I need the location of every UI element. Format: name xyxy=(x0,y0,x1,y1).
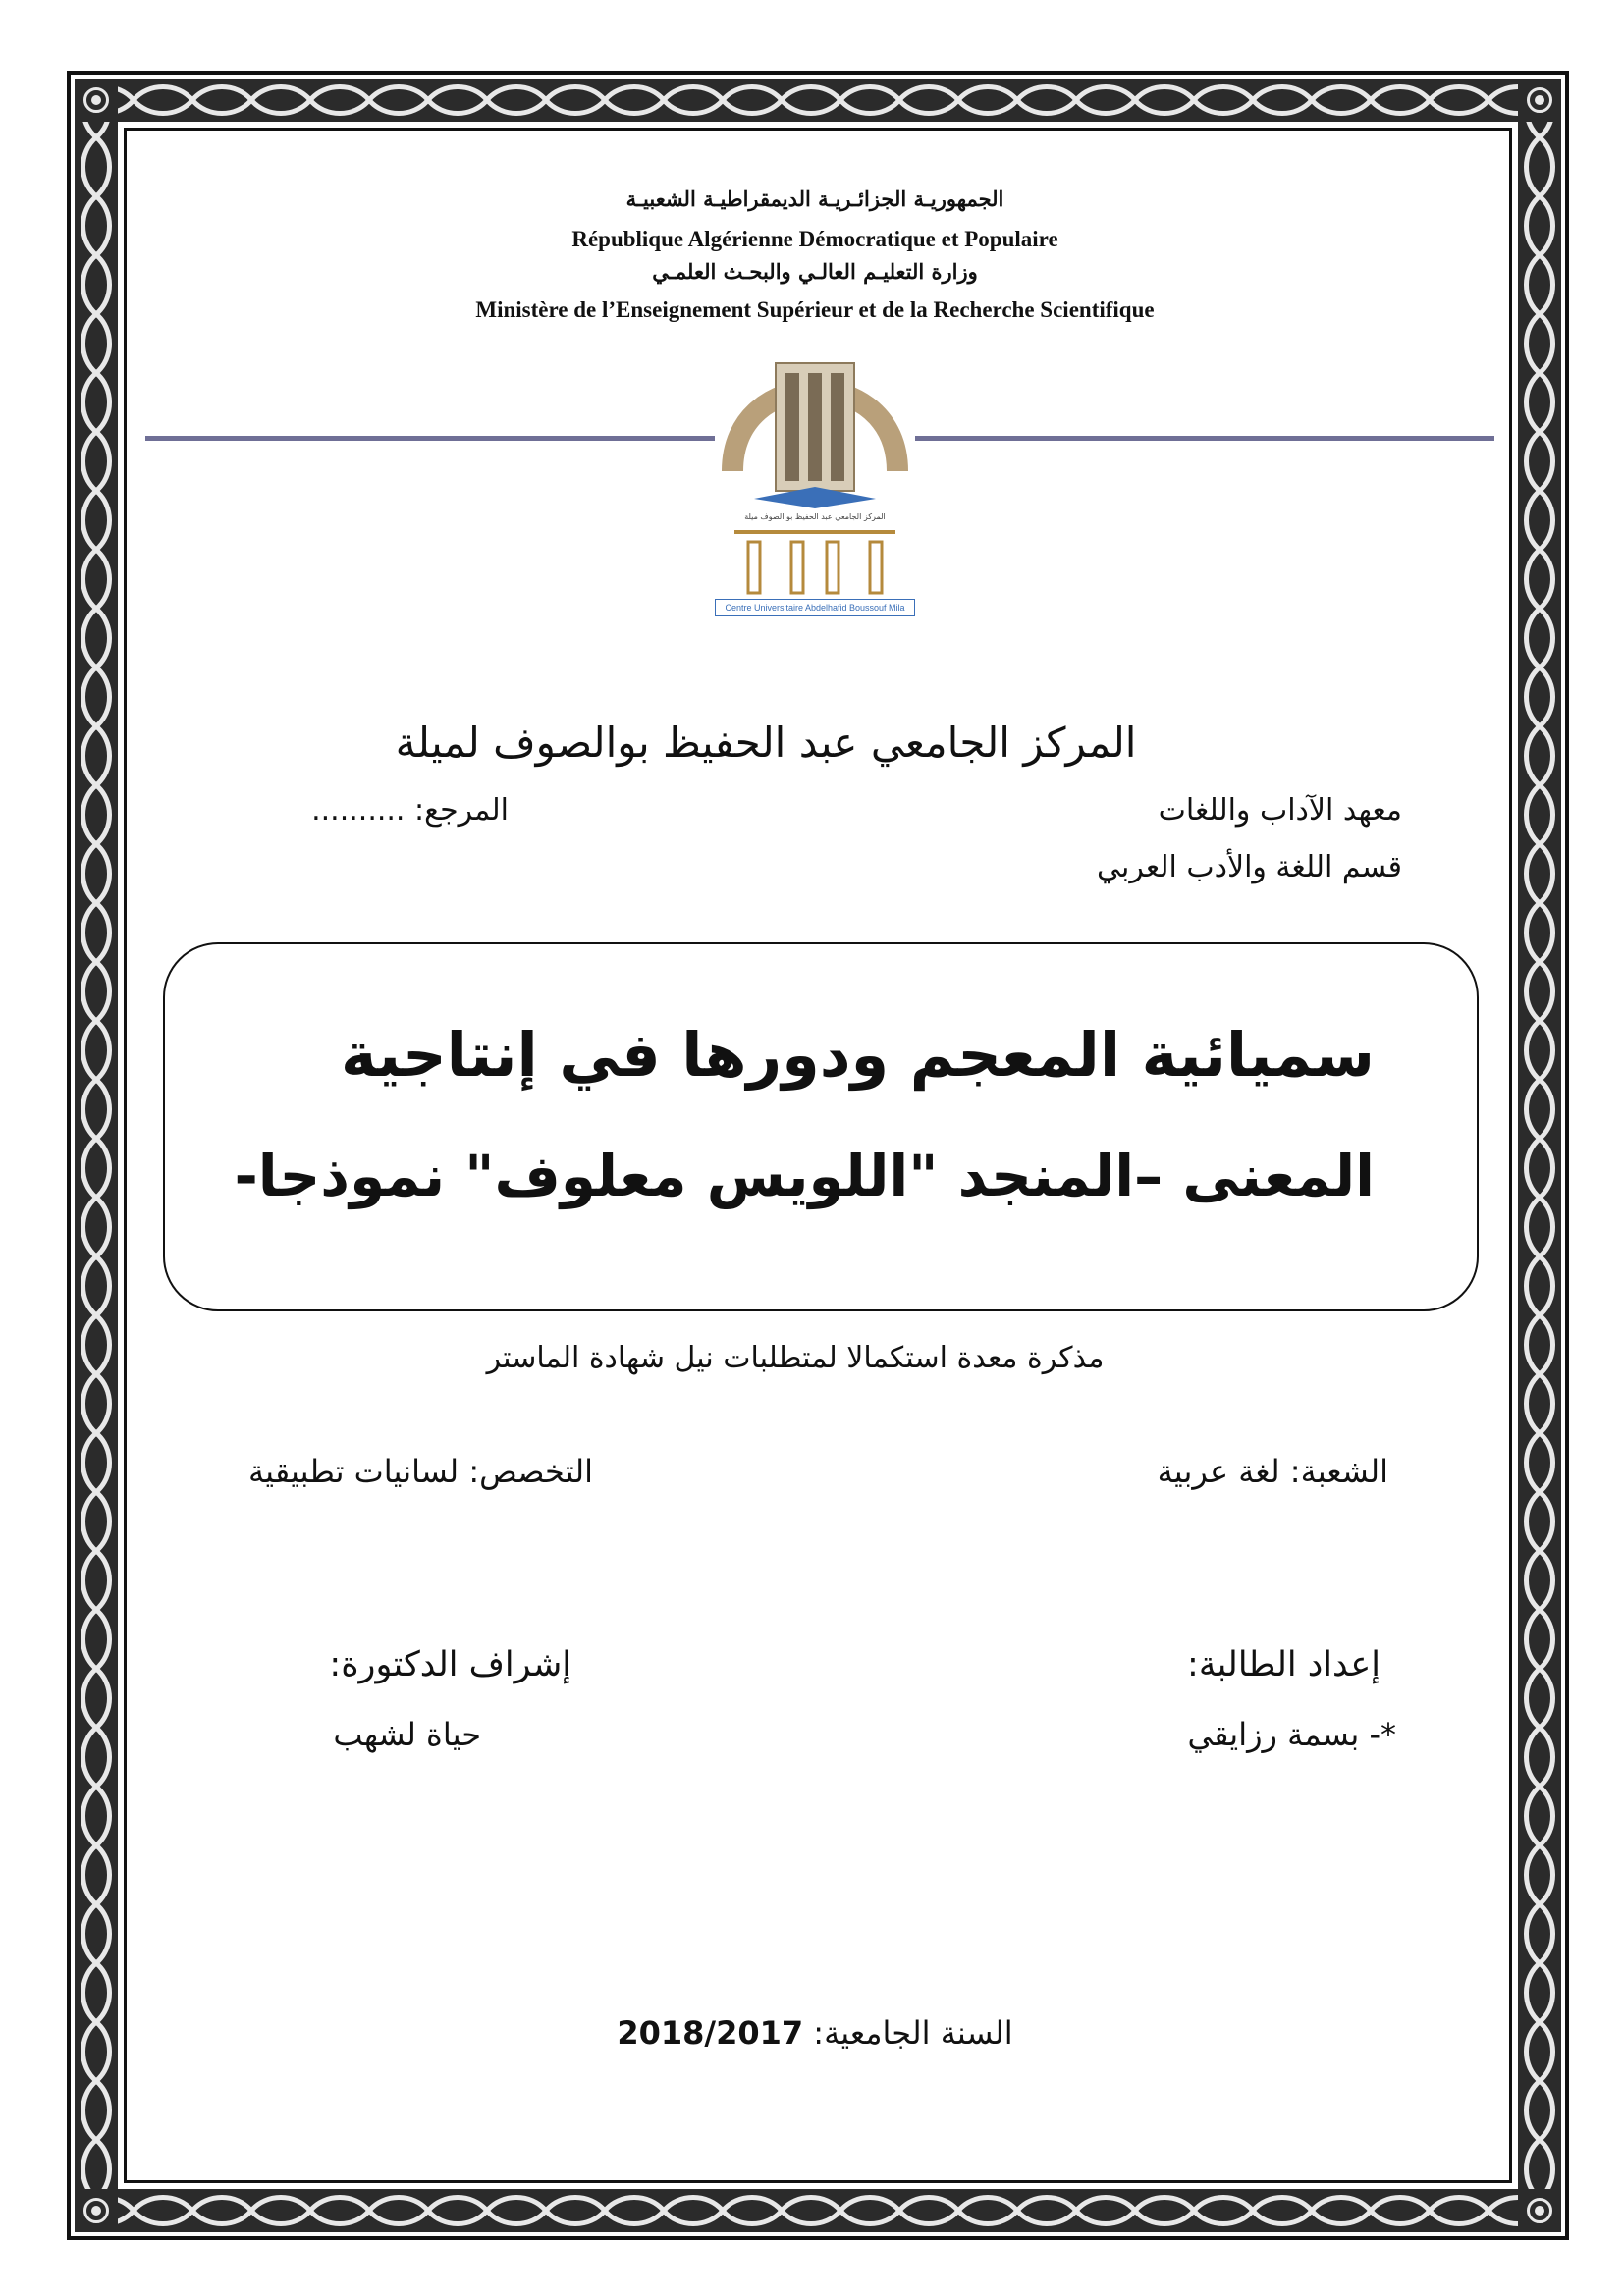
republic-ar: الجمهوريـة الجزائـريـة الديمقراطيـة الشعبيـة xyxy=(625,187,1004,211)
thesis-title-line1: سميائية المعجم ودورها في إنتاجية xyxy=(341,1019,1375,1091)
corner-ornament-icon xyxy=(1518,2189,1561,2232)
center-name: المركز الجامعي عبد الحفيظ بوالصوف لميلة xyxy=(395,719,1137,767)
header-divider-right xyxy=(915,436,1494,441)
memo-statement: مذكرة معدة استكمالا لمتطلبات نيل شهادة الماستر xyxy=(486,1341,1105,1375)
border-band-top xyxy=(75,79,1561,122)
corner-ornament-icon xyxy=(1518,79,1561,122)
corner-ornament-icon xyxy=(75,2189,118,2232)
corner-ornament-icon xyxy=(75,79,118,122)
department-name: قسم اللغة والأدب العربي xyxy=(1096,850,1402,884)
supervisor-label: إشراف الدكتورة: xyxy=(329,1645,571,1684)
border-band-left xyxy=(75,79,118,2232)
institute-name: معهد الآداب واللغات xyxy=(1158,793,1402,828)
student-name: *- بسمة رزايقي xyxy=(1187,1716,1396,1753)
prepared-by-label: إعداد الطالبة: xyxy=(1187,1645,1380,1684)
branch: الشعبة: لغة عربية xyxy=(1157,1453,1388,1490)
logo-caption: Centre Universitaire Abdelhafid Boussouf Mila xyxy=(715,599,915,616)
specialty: التخصص: لسانيات تطبيقية xyxy=(248,1453,593,1490)
academic-year-value: 2018/2017 xyxy=(617,2014,804,2052)
ministry-ar: وزارة التعليـم العالـي والبحـث العلمـي xyxy=(652,259,978,284)
academic-year xyxy=(471,2014,1159,2052)
border-band-bottom xyxy=(75,2189,1561,2232)
university-logo xyxy=(715,324,915,618)
thesis-title-line2: المعنى –المنجد "اللويس معلوف" نموذجا- xyxy=(234,1143,1375,1209)
academic-year-label: السنة الجامعية: xyxy=(813,2014,1013,2052)
reference-field: المرجع: .......... xyxy=(311,793,509,828)
border-band-right xyxy=(1518,79,1561,2232)
logo-arabic-caption: المركز الجامعي عبد الحفيظ بو الصوف ميلة xyxy=(744,512,886,521)
republic-fr: République Algérienne Démocratique et Populaire xyxy=(571,227,1058,251)
supervisor-name: حياة لشهب xyxy=(333,1716,481,1753)
header-divider-left xyxy=(145,436,715,441)
university-building-icon xyxy=(715,324,915,599)
ministry-fr: Ministère de l’Enseignement Supérieur et de la Recherche Scientifique xyxy=(475,297,1155,322)
title-box xyxy=(163,942,1479,1311)
